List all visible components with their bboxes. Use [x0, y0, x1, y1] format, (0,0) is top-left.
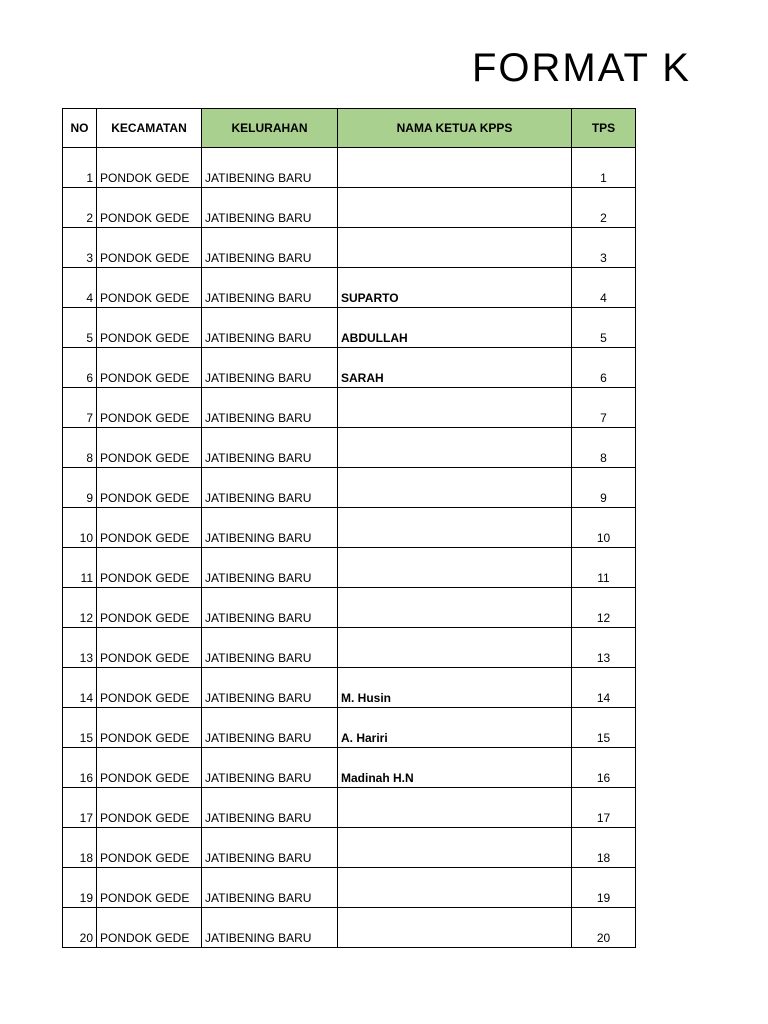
- cell-tps: 14: [572, 668, 636, 708]
- cell-kelurahan: JATIBENING BARU: [202, 468, 338, 508]
- cell-tps: 17: [572, 788, 636, 828]
- cell-kecamatan: PONDOK GEDE: [97, 268, 202, 308]
- cell-kelurahan: JATIBENING BARU: [202, 508, 338, 548]
- cell-no: 20: [63, 908, 97, 948]
- cell-kelurahan: JATIBENING BARU: [202, 868, 338, 908]
- cell-kelurahan: JATIBENING BARU: [202, 428, 338, 468]
- table-row: [63, 428, 636, 468]
- cell-no: 5: [63, 308, 97, 348]
- cell-kelurahan: JATIBENING BARU: [202, 588, 338, 628]
- document-title: FORMAT K: [472, 46, 691, 90]
- cell-tps: 19: [572, 868, 636, 908]
- table-row: [63, 748, 636, 788]
- table-row: [63, 148, 636, 188]
- table-row: [63, 668, 636, 708]
- cell-no: 8: [63, 428, 97, 468]
- cell-no: 3: [63, 228, 97, 268]
- table-row: [63, 308, 636, 348]
- cell-kecamatan: PONDOK GEDE: [97, 908, 202, 948]
- cell-kecamatan: PONDOK GEDE: [97, 588, 202, 628]
- table-row: [63, 708, 636, 748]
- cell-nama-ketua-kpps: A. Hariri: [338, 708, 572, 748]
- table-row: [63, 348, 636, 388]
- header-no: NO: [63, 109, 97, 148]
- cell-nama-ketua-kpps: [338, 868, 572, 908]
- cell-kecamatan: PONDOK GEDE: [97, 228, 202, 268]
- cell-nama-ketua-kpps: ABDULLAH: [338, 308, 572, 348]
- cell-tps: 8: [572, 428, 636, 468]
- cell-kelurahan: JATIBENING BARU: [202, 748, 338, 788]
- cell-kelurahan: JATIBENING BARU: [202, 548, 338, 588]
- cell-no: 18: [63, 828, 97, 868]
- cell-kelurahan: JATIBENING BARU: [202, 148, 338, 188]
- cell-kecamatan: PONDOK GEDE: [97, 148, 202, 188]
- cell-no: 15: [63, 708, 97, 748]
- cell-no: 13: [63, 628, 97, 668]
- cell-no: 12: [63, 588, 97, 628]
- cell-tps: 16: [572, 748, 636, 788]
- cell-tps: 13: [572, 628, 636, 668]
- cell-no: 10: [63, 508, 97, 548]
- cell-kelurahan: JATIBENING BARU: [202, 388, 338, 428]
- header-tps: TPS: [572, 109, 636, 148]
- cell-nama-ketua-kpps: [338, 548, 572, 588]
- cell-kecamatan: PONDOK GEDE: [97, 468, 202, 508]
- cell-nama-ketua-kpps: M. Husin: [338, 668, 572, 708]
- cell-kecamatan: PONDOK GEDE: [97, 428, 202, 468]
- table-row: [63, 268, 636, 308]
- cell-no: 4: [63, 268, 97, 308]
- cell-no: 19: [63, 868, 97, 908]
- cell-no: 17: [63, 788, 97, 828]
- cell-kecamatan: PONDOK GEDE: [97, 308, 202, 348]
- cell-kecamatan: PONDOK GEDE: [97, 388, 202, 428]
- header-kecamatan: KECAMATAN: [97, 109, 202, 148]
- cell-kecamatan: PONDOK GEDE: [97, 668, 202, 708]
- table-row: [63, 908, 636, 948]
- cell-kecamatan: PONDOK GEDE: [97, 868, 202, 908]
- table-row: [63, 828, 636, 868]
- cell-nama-ketua-kpps: [338, 468, 572, 508]
- cell-no: 11: [63, 548, 97, 588]
- cell-no: 14: [63, 668, 97, 708]
- cell-tps: 2: [572, 188, 636, 228]
- cell-kelurahan: JATIBENING BARU: [202, 708, 338, 748]
- cell-nama-ketua-kpps: SUPARTO: [338, 268, 572, 308]
- cell-no: 2: [63, 188, 97, 228]
- cell-kelurahan: JATIBENING BARU: [202, 228, 338, 268]
- cell-no: 1: [63, 148, 97, 188]
- cell-nama-ketua-kpps: [338, 148, 572, 188]
- table-row: [63, 628, 636, 668]
- cell-kelurahan: JATIBENING BARU: [202, 788, 338, 828]
- cell-tps: 10: [572, 508, 636, 548]
- cell-kelurahan: JATIBENING BARU: [202, 668, 338, 708]
- cell-tps: 9: [572, 468, 636, 508]
- cell-kecamatan: PONDOK GEDE: [97, 348, 202, 388]
- cell-kelurahan: JATIBENING BARU: [202, 188, 338, 228]
- cell-no: 9: [63, 468, 97, 508]
- cell-tps: 4: [572, 268, 636, 308]
- cell-kecamatan: PONDOK GEDE: [97, 188, 202, 228]
- table-row: [63, 868, 636, 908]
- cell-tps: 15: [572, 708, 636, 748]
- header-kelurahan: KELURAHAN: [202, 109, 338, 148]
- cell-nama-ketua-kpps: [338, 588, 572, 628]
- cell-tps: 12: [572, 588, 636, 628]
- table-row: [63, 228, 636, 268]
- cell-nama-ketua-kpps: [338, 388, 572, 428]
- table-row: [63, 788, 636, 828]
- cell-nama-ketua-kpps: [338, 228, 572, 268]
- cell-tps: 18: [572, 828, 636, 868]
- cell-tps: 7: [572, 388, 636, 428]
- cell-tps: 5: [572, 308, 636, 348]
- cell-nama-ketua-kpps: [338, 908, 572, 948]
- cell-nama-ketua-kpps: [338, 828, 572, 868]
- cell-nama-ketua-kpps: SARAH: [338, 348, 572, 388]
- cell-kecamatan: PONDOK GEDE: [97, 788, 202, 828]
- cell-nama-ketua-kpps: Madinah H.N: [338, 748, 572, 788]
- cell-no: 6: [63, 348, 97, 388]
- cell-tps: 1: [572, 148, 636, 188]
- cell-nama-ketua-kpps: [338, 628, 572, 668]
- cell-kecamatan: PONDOK GEDE: [97, 828, 202, 868]
- cell-tps: 11: [572, 548, 636, 588]
- cell-no: 16: [63, 748, 97, 788]
- cell-kecamatan: PONDOK GEDE: [97, 708, 202, 748]
- cell-kecamatan: PONDOK GEDE: [97, 508, 202, 548]
- cell-kecamatan: PONDOK GEDE: [97, 548, 202, 588]
- table-row: [63, 508, 636, 548]
- header-nama-ketua-kpps: NAMA KETUA KPPS: [338, 109, 572, 148]
- cell-no: 7: [63, 388, 97, 428]
- cell-kecamatan: PONDOK GEDE: [97, 748, 202, 788]
- cell-nama-ketua-kpps: [338, 188, 572, 228]
- cell-kelurahan: JATIBENING BARU: [202, 348, 338, 388]
- cell-tps: 3: [572, 228, 636, 268]
- cell-kelurahan: JATIBENING BARU: [202, 908, 338, 948]
- cell-kelurahan: JATIBENING BARU: [202, 308, 338, 348]
- cell-nama-ketua-kpps: [338, 508, 572, 548]
- table-row: [63, 548, 636, 588]
- cell-kelurahan: JATIBENING BARU: [202, 628, 338, 668]
- table-row: [63, 588, 636, 628]
- kpps-table: [62, 108, 636, 948]
- table-body: [63, 148, 636, 948]
- cell-tps: 6: [572, 348, 636, 388]
- cell-nama-ketua-kpps: [338, 788, 572, 828]
- table-row: [63, 188, 636, 228]
- cell-tps: 20: [572, 908, 636, 948]
- cell-kelurahan: JATIBENING BARU: [202, 268, 338, 308]
- table-row: [63, 388, 636, 428]
- cell-kecamatan: PONDOK GEDE: [97, 628, 202, 668]
- table-row: [63, 468, 636, 508]
- cell-nama-ketua-kpps: [338, 428, 572, 468]
- table-header-row: [63, 109, 636, 148]
- cell-kelurahan: JATIBENING BARU: [202, 828, 338, 868]
